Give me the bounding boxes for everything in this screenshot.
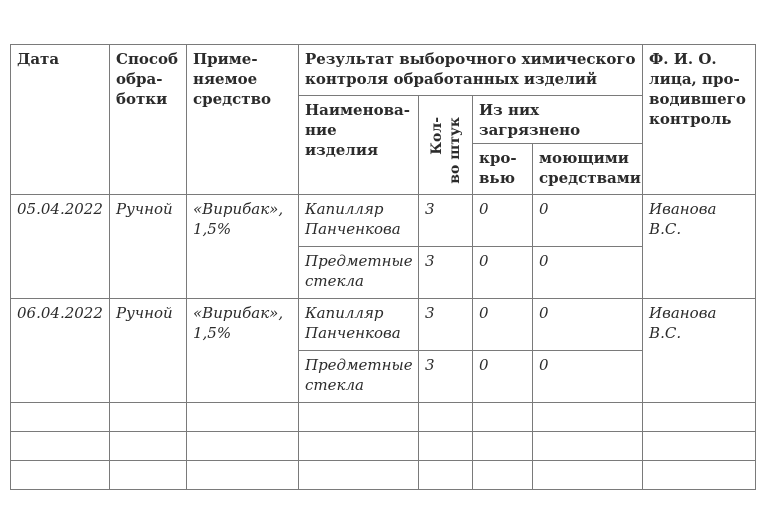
- cell-qty: 3: [419, 195, 473, 247]
- cell-detergents: 0: [533, 351, 643, 403]
- header-detergents: моющими средствами: [533, 144, 643, 195]
- cell-method: Ручной: [110, 195, 187, 299]
- cell-method: Ручной: [110, 299, 187, 403]
- header-agent: Приме- няемое средство: [187, 45, 299, 195]
- header-person: Ф. И. О. лица, про- водившего контроль: [643, 45, 756, 195]
- cell-date: 05.04.2022: [11, 195, 110, 299]
- header-method: Способ обра- ботки: [110, 45, 187, 195]
- cell-item-name: Капилляр Панченкова: [299, 195, 419, 247]
- cell-person: Иванова В.С.: [643, 195, 756, 299]
- cell-date: 06.04.2022: [11, 299, 110, 403]
- header-result: Результат выборочного химического контроля обработанных изделий: [299, 45, 643, 96]
- header-qty-cell: [419, 96, 473, 195]
- empty-row: [11, 432, 756, 461]
- cell-detergents: 0: [533, 247, 643, 299]
- control-log-table: [10, 44, 756, 490]
- header-date: Дата: [11, 45, 110, 195]
- cell-blood: 0: [473, 195, 533, 247]
- header-contaminated: Из них загрязнено: [473, 96, 643, 144]
- empty-row: [11, 461, 756, 490]
- cell-blood: 0: [473, 247, 533, 299]
- header-qty: Кол- во штук: [428, 117, 463, 184]
- cell-agent: «Вирибак», 1,5%: [187, 195, 299, 299]
- cell-blood: 0: [473, 351, 533, 403]
- cell-item-name: Капилляр Панченкова: [299, 299, 419, 351]
- header-row-1: [11, 45, 756, 96]
- cell-item-name: Предметные стекла: [299, 351, 419, 403]
- cell-qty: 3: [419, 351, 473, 403]
- cell-person: Иванова В.С.: [643, 299, 756, 403]
- table-row: [11, 299, 756, 351]
- cell-detergents: 0: [533, 299, 643, 351]
- cell-detergents: 0: [533, 195, 643, 247]
- cell-blood: 0: [473, 299, 533, 351]
- header-blood: кро- вью: [473, 144, 533, 195]
- empty-row: [11, 403, 756, 432]
- table-row: [11, 195, 756, 247]
- cell-item-name: Предметные стекла: [299, 247, 419, 299]
- cell-qty: 3: [419, 247, 473, 299]
- cell-qty: 3: [419, 299, 473, 351]
- header-item-name: Наименова- ние изделия: [299, 96, 419, 195]
- cell-agent: «Вирибак», 1,5%: [187, 299, 299, 403]
